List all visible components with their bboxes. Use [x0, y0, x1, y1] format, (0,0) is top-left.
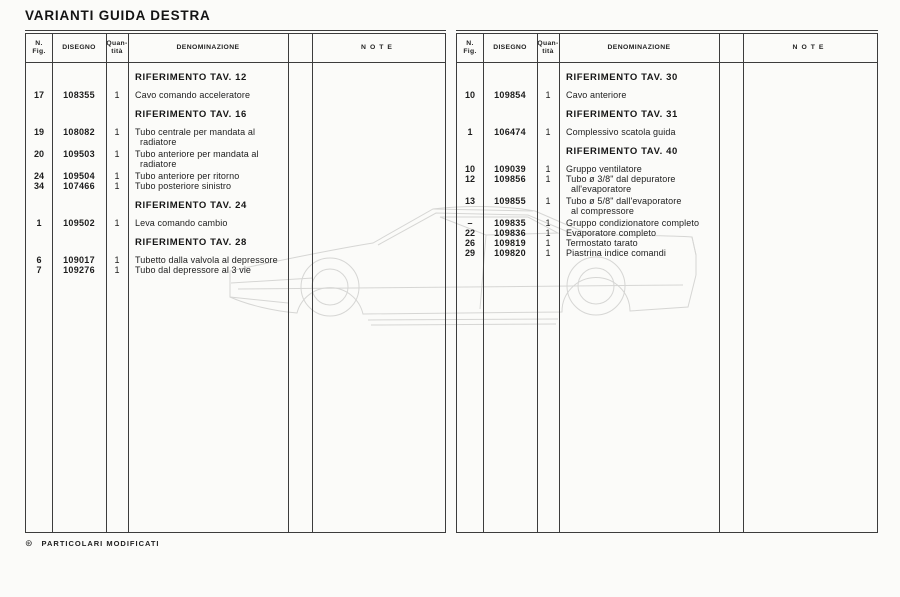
parts-table-right: [456, 33, 878, 533]
section-label: RIFERIMENTO TAV. 40: [566, 146, 678, 157]
denomination-line1: Tubo ø 3/8" dal depuratore: [566, 174, 676, 184]
denomination-line1: Cavo comando acceleratore: [135, 90, 251, 100]
section-row: [26, 237, 445, 248]
table-row: [26, 149, 445, 169]
denomination-cell: [559, 238, 719, 248]
fig-cell: 26: [464, 238, 475, 248]
modified-parts-icon: ⊛: [25, 538, 33, 548]
left-table-body: [26, 72, 445, 275]
qty-cell: 1: [545, 238, 551, 248]
denomination-cell: [559, 164, 719, 174]
qty-cell: 1: [545, 174, 551, 184]
footer-text: PARTICOLARI MODIFICATI: [41, 539, 160, 548]
denomination-line1: Tubetto dalla valvola al depressore: [135, 255, 278, 265]
table-row: [26, 127, 445, 147]
header-fig: N. Fig.: [463, 40, 477, 55]
fig-cell: 10: [464, 164, 475, 174]
qty-cell: 1: [545, 218, 551, 228]
denomination-cell: [559, 218, 719, 228]
header-quantita: Quan- tità: [537, 40, 559, 55]
denomination-line1: Piastrina indice comandi: [566, 248, 666, 258]
fig-cell: 20: [33, 149, 44, 159]
table-row: [457, 228, 877, 238]
table-row: [26, 90, 445, 100]
table-row: [26, 218, 445, 228]
fig-cell: 1: [36, 218, 42, 228]
disegno-cell: 108082: [63, 127, 95, 137]
section-label: RIFERIMENTO TAV. 16: [135, 109, 247, 120]
table-row: [457, 164, 877, 174]
section-row: [26, 200, 445, 211]
header-note: NOTE: [792, 44, 828, 51]
qty-cell: 1: [114, 127, 120, 137]
denomination-cell: [559, 248, 719, 258]
parts-table-left: [25, 33, 446, 533]
header-denominazione: DENOMINAZIONE: [176, 44, 240, 51]
disegno-cell: 109836: [494, 228, 526, 238]
disegno-cell: 109820: [494, 248, 526, 258]
header-disegno: DISEGNO: [493, 44, 527, 51]
section-row: [26, 72, 445, 83]
disegno-cell: 109039: [494, 164, 526, 174]
denomination-line1: Termostato tarato: [566, 238, 638, 248]
qty-cell: 1: [545, 228, 551, 238]
denomination-line1: Tubo anteriore per ritorno: [135, 171, 240, 181]
fig-cell: 7: [36, 265, 42, 275]
header-disegno: DISEGNO: [62, 44, 96, 51]
disegno-cell: 109503: [63, 149, 95, 159]
qty-cell: 1: [545, 196, 551, 206]
denomination-cell: [559, 127, 719, 137]
denomination-cell: [128, 181, 288, 191]
disegno-cell: 109017: [63, 255, 95, 265]
fig-cell: 22: [464, 228, 475, 238]
table-row: [457, 174, 877, 194]
section-label: RIFERIMENTO TAV. 24: [135, 200, 247, 211]
denomination-line1: Tubo anteriore per mandata al: [135, 149, 259, 159]
disegno-cell: 106474: [494, 127, 526, 137]
fig-cell: 34: [33, 181, 44, 191]
table-row: [457, 127, 877, 137]
denomination-line2: radiatore: [140, 137, 177, 147]
denomination-line1: Tubo centrale per mandata al: [135, 127, 256, 137]
table-header: [457, 34, 877, 63]
qty-cell: 1: [114, 90, 120, 100]
table-row: [26, 181, 445, 191]
section-row: [457, 109, 877, 120]
section-label: RIFERIMENTO TAV. 30: [566, 72, 678, 83]
table-row: [457, 196, 877, 216]
table-row: [457, 90, 877, 100]
denomination-cell: [128, 218, 288, 228]
page-title: VARIANTI GUIDA DESTRA: [25, 8, 211, 23]
fig-cell: 6: [36, 255, 42, 265]
denomination-cell: [559, 174, 719, 194]
qty-cell: 1: [114, 171, 120, 181]
fig-cell: 10: [464, 90, 475, 100]
fig-cell: –: [467, 218, 473, 228]
disegno-cell: 109854: [494, 90, 526, 100]
denomination-line2: al compressore: [571, 206, 634, 216]
disegno-cell: 107466: [63, 181, 95, 191]
denomination-line1: Gruppo ventilatore: [566, 164, 642, 174]
denomination-line1: Complessivo scatola guida: [566, 127, 676, 137]
denomination-cell: [128, 255, 288, 265]
qty-cell: 1: [545, 90, 551, 100]
disegno-cell: 109504: [63, 171, 95, 181]
disegno-cell: 109819: [494, 238, 526, 248]
section-label: RIFERIMENTO TAV. 31: [566, 109, 678, 120]
fig-cell: 17: [33, 90, 44, 100]
disegno-cell: 108355: [63, 90, 95, 100]
denomination-cell: [559, 196, 719, 216]
denomination-line1: Cavo anteriore: [566, 90, 627, 100]
qty-cell: 1: [114, 265, 120, 275]
qty-cell: 1: [545, 248, 551, 258]
qty-cell: 1: [114, 181, 120, 191]
disegno-cell: 109502: [63, 218, 95, 228]
section-label: RIFERIMENTO TAV. 12: [135, 72, 247, 83]
denomination-cell: [128, 265, 288, 275]
fig-cell: 19: [33, 127, 44, 137]
denomination-line1: Evaporatore completo: [566, 228, 657, 238]
right-table-body: [457, 72, 877, 258]
table-row: [457, 218, 877, 228]
qty-cell: 1: [114, 255, 120, 265]
denomination-cell: [559, 90, 719, 100]
denomination-line2: radiatore: [140, 159, 177, 169]
fig-cell: 1: [467, 127, 473, 137]
qty-cell: 1: [545, 164, 551, 174]
disegno-cell: 109856: [494, 174, 526, 184]
disegno-cell: 109835: [494, 218, 526, 228]
denomination-cell: [128, 171, 288, 181]
section-label: RIFERIMENTO TAV. 28: [135, 237, 247, 248]
qty-cell: 1: [114, 218, 120, 228]
header-fig: N. Fig.: [32, 40, 46, 55]
disegno-cell: 109276: [63, 265, 95, 275]
table-header: [26, 34, 445, 63]
denomination-cell: [128, 127, 288, 147]
qty-cell: 1: [545, 127, 551, 137]
fig-cell: 29: [464, 248, 475, 258]
footer-legend: [25, 539, 160, 548]
denomination-line2: all'evaporatore: [571, 184, 632, 194]
denomination-line1: Tubo posteriore sinistro: [135, 181, 232, 191]
denomination-line1: Leva comando cambio: [135, 218, 228, 228]
qty-cell: 1: [114, 149, 120, 159]
denomination-cell: [559, 228, 719, 238]
fig-cell: 12: [464, 174, 475, 184]
table-row: [26, 255, 445, 265]
table-row: [26, 171, 445, 181]
table-row: [26, 265, 445, 275]
fig-cell: 13: [464, 196, 475, 206]
denomination-line1: Tubo ø 5/8" dall'evaporatore: [566, 196, 682, 206]
disegno-cell: 109855: [494, 196, 526, 206]
denomination-cell: [128, 90, 288, 100]
section-row: [457, 72, 877, 83]
header-quantita: Quan- tità: [106, 40, 128, 55]
table-row: [457, 238, 877, 248]
header-denominazione: DENOMINAZIONE: [607, 44, 671, 51]
denomination-line1: Gruppo condizionatore completo: [566, 218, 700, 228]
section-row: [26, 109, 445, 120]
denomination-line1: Tubo dal depressore al 3 vie: [135, 265, 252, 275]
header-note: NOTE: [361, 44, 396, 51]
section-row: [457, 146, 877, 157]
denomination-cell: [128, 149, 288, 169]
fig-cell: 24: [33, 171, 44, 181]
table-row: [457, 248, 877, 258]
